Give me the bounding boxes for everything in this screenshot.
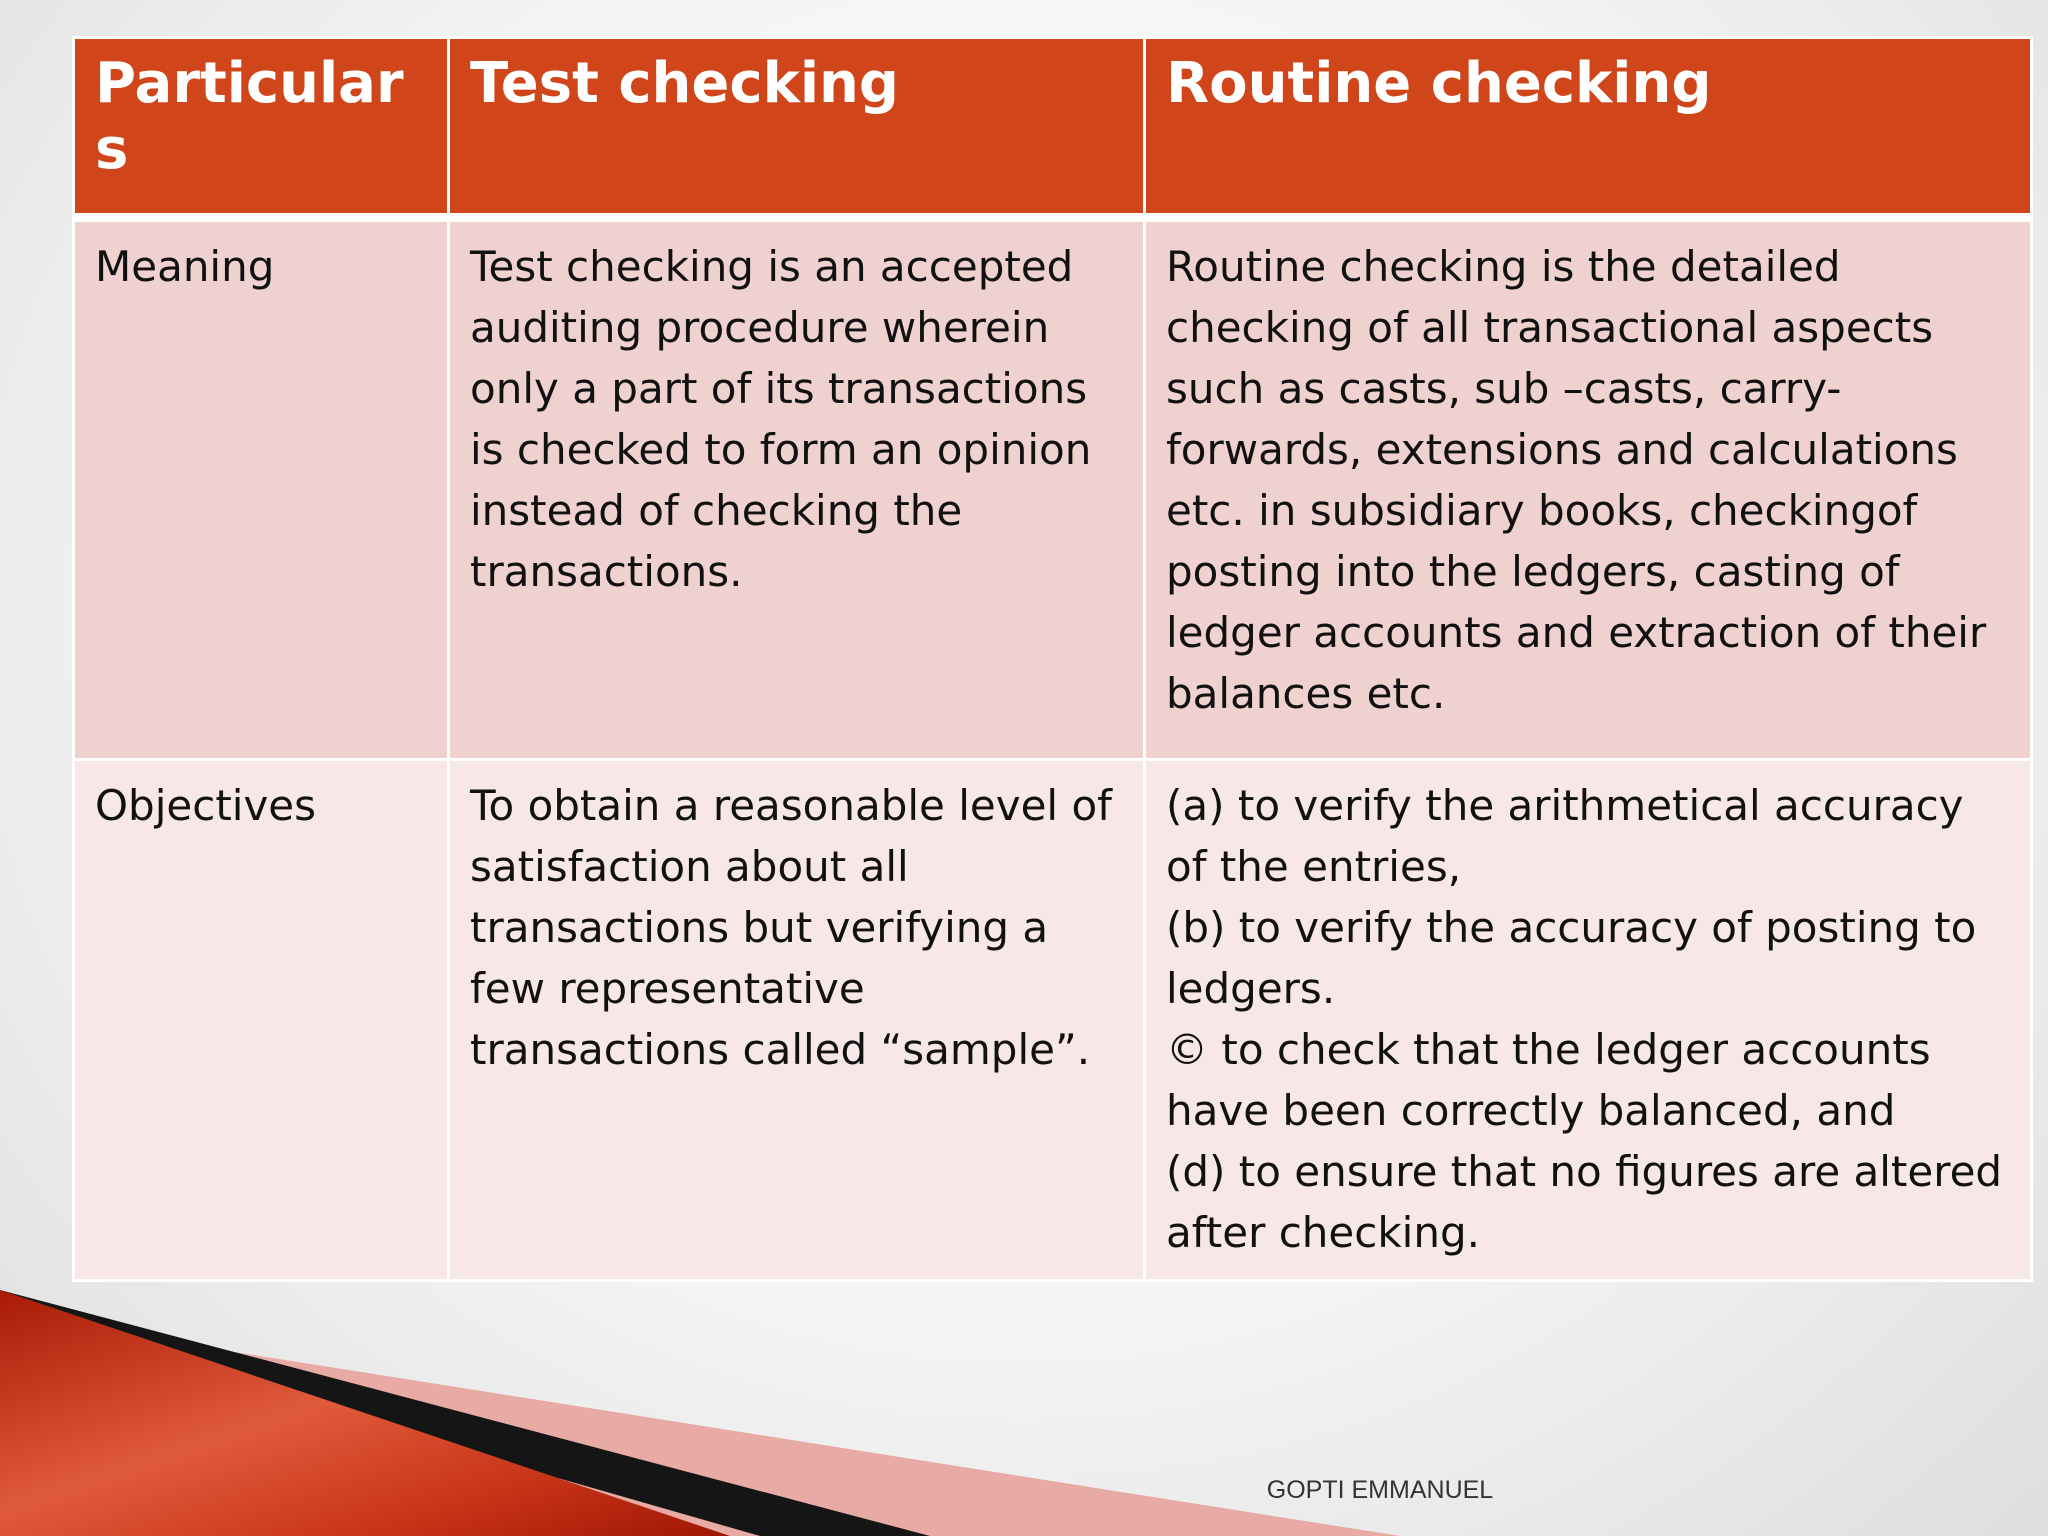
cell-particular: [74, 218, 449, 760]
table-row-objectives: [74, 760, 2032, 1281]
cell-routine-checking: [1145, 760, 2032, 1281]
cell-test-checking: [449, 218, 1145, 760]
cell-particular-text: Meaning: [95, 242, 275, 291]
cell-particular: [74, 760, 449, 1281]
cell-routine-checking-text: Routine checking is the detailed checking of all transactional aspects such as casts, sub –casts, carry-forwards, extensions and calculations etc. in subsidiary books, checkingof posting into the ledgers, casting of ledger accounts and extraction of their balances etc.: [1166, 242, 1987, 718]
header-particulars: Particulars: [74, 38, 449, 218]
table-row-meaning: [74, 218, 2032, 760]
header-row: [74, 38, 2032, 218]
comparison-table: [72, 36, 2033, 1282]
cell-test-checking-text: Test checking is an accepted auditing procedure wherein only a part of its transactions is checked to form an opinion instead of checking the transactions.: [470, 242, 1092, 596]
cell-test-checking-text: To obtain a reasonable level of satisfaction about all transactions but verifying a few representative transactions called “sample”.: [470, 781, 1112, 1074]
table-header: [74, 38, 2032, 218]
cell-routine-checking: [1145, 218, 2032, 760]
footer-author: GOPTI EMMANUEL: [1266, 1476, 1494, 1504]
header-routine-checking: Routine checking: [1145, 38, 2032, 218]
table-body: [74, 218, 2032, 1281]
cell-particular-text: Objectives: [95, 781, 317, 830]
cell-test-checking: [449, 760, 1145, 1281]
header-test-checking: Test checking: [449, 38, 1145, 218]
cell-routine-checking-text: (a) to verify the arithmetical accuracy of the entries, (b) to verify the accuracy of posting to ledgers. © to check that the ledger accounts have been correctly balanced, and (d) to ensure that no figures are altered after checking.: [1166, 781, 2003, 1257]
comparison-table-container: [72, 36, 2030, 1282]
